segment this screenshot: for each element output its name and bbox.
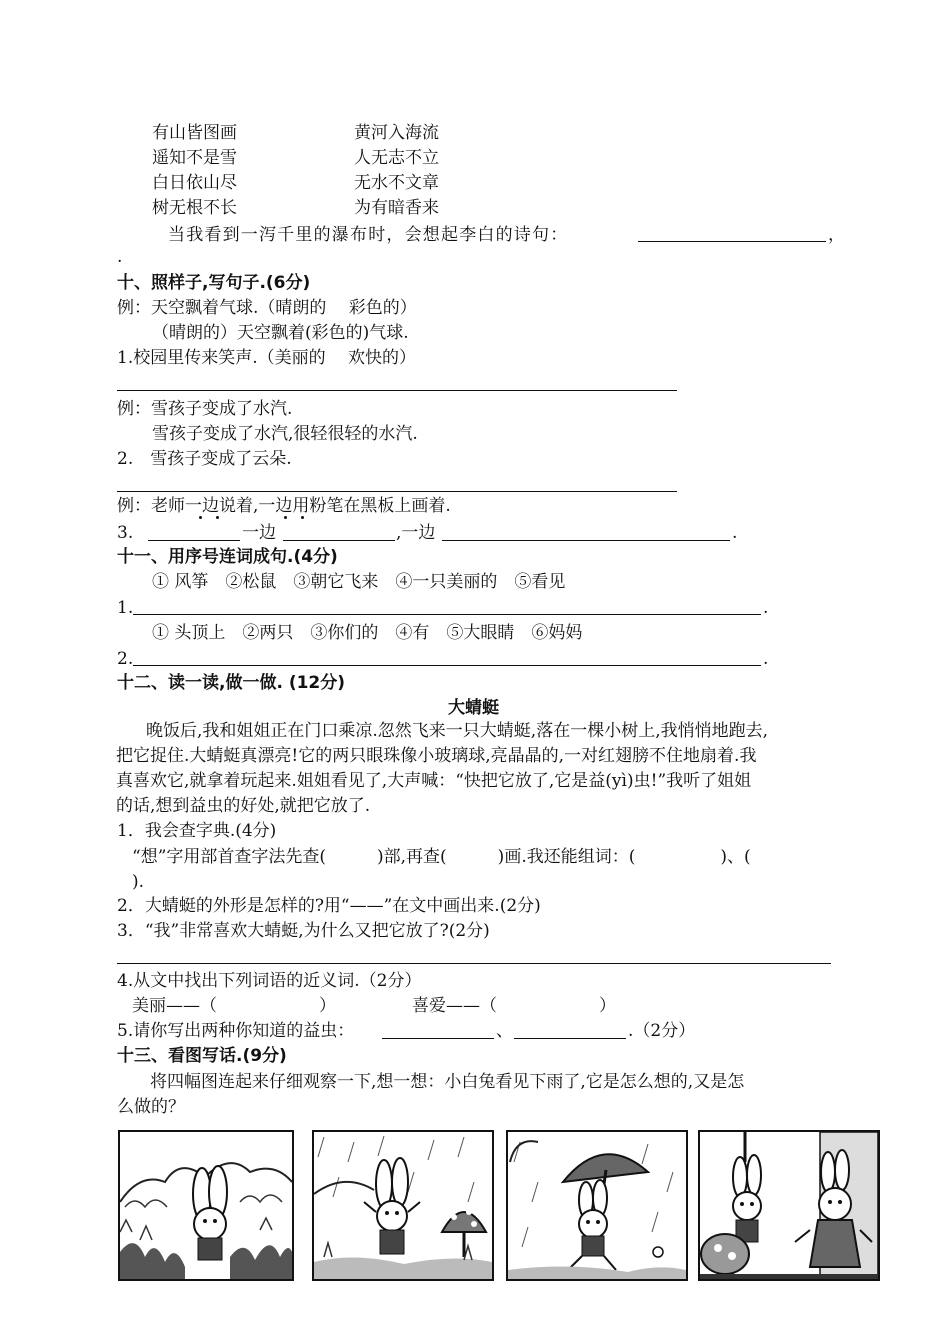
s10-question-3-number: 3. [117,523,134,543]
waterfall-comma: ， [828,225,845,245]
s12-q5-blank-1[interactable] [382,1038,494,1039]
rabbit-with-mushroom-umbrella-illustration [508,1132,686,1279]
poem-right-2: 人无志不立 [354,148,439,168]
waterfall-period: . [117,247,123,267]
waterfall-prompt: 当我看到一泻千里的瀑布时，会想起李白的诗句： [168,225,569,245]
s12-q1-text: “想”字用部首查字法先查( )部,再查( )画.我还能组词：( )、( [132,847,751,867]
emphasis-dot [284,516,287,519]
emphasis-dot [199,516,202,519]
poem-left-1: 有山皆图画 [152,123,237,143]
s10-q1-answer-line[interactable] [117,390,677,391]
poem-right-3: 无水不文章 [354,173,439,193]
s10-q3-blank-1[interactable] [148,540,240,541]
poem-right-1: 黄河入海流 [354,123,439,143]
s10-q2-answer-line[interactable] [117,491,677,492]
picture-panel-1 [118,1130,294,1281]
s12-q4-b: 喜爱——（ ） [412,996,616,1016]
s12-q5-sep: 、 [496,1021,513,1041]
s12-q3-answer-line[interactable] [117,963,831,964]
s11-q2-number: 2. [117,649,134,669]
poem-left-3: 白日依山尽 [152,173,237,193]
s10-question-1: 1.校园里传来笑声.（美丽的 欢快的） [117,348,417,368]
s10-example-3: 例：老师一边说着,一边用粉笔在黑板上画着. [117,496,451,516]
section-13-title: 十三、看图写话.(9分) [117,1046,287,1066]
s12-question-1: 1．我会查字典.(4分) [117,821,277,841]
s11-q2-answer-line[interactable] [133,665,761,666]
picture-panel-2 [312,1130,494,1281]
rabbit-in-grass-illustration [120,1132,292,1279]
s11-q1-number: 1. [117,598,134,618]
passage-line-4: 的话,想到益虫的好处,就把它放了. [116,796,371,816]
s12-q5-blank-2[interactable] [514,1038,626,1039]
passage-line-3: 真喜欢它,就拿着玩起来.姐姐看见了,大声喊：“快把它放了,它是益(yì)虫!”我听了姐姐 [116,771,752,791]
s10-q3-comma: ,一边 [396,523,436,543]
poem-left-2: 遥知不是雪 [152,148,237,168]
emphasis-dot [216,516,219,519]
s13-prompt-line-2: 么做的？ [117,1097,185,1117]
emphasis-dot [301,516,304,519]
poem-right-4: 为有暗香来 [354,198,439,218]
s12-q1-end: ). [132,872,145,892]
s10-q3-mid: 一边 [242,523,276,543]
s10-example-1: 例：天空飘着气球.（晴朗的 彩色的） [117,298,417,318]
s12-question-4: 4.从文中找出下列词语的近义词.（2分） [117,971,422,991]
rabbit-in-rain-illustration [314,1132,492,1279]
rabbits-give-mushroom-illustration [700,1132,878,1279]
section-11-title: 十一、用序号连词成句.(4分) [117,547,338,567]
passage-line-1: 晚饭后,我和姐姐正在门口乘凉.忽然飞来一只大蜻蜓,落在一棵小树上,我悄悄地跑去, [146,721,769,741]
picture-panel-4 [698,1130,880,1281]
s11-q1-answer-line[interactable] [133,614,761,615]
s10-q3-blank-3[interactable] [442,540,730,541]
s13-prompt-line-1: 将四幅图连起来仔细观察一下,想一想：小白兔看见下雨了,它是怎么想的,又是怎 [150,1072,745,1092]
s12-q4-a: 美丽——（ ） [132,996,336,1016]
picture-panel-3 [506,1130,688,1281]
s11-q1-end: . [763,598,769,618]
s10-example-1-answer: （晴朗的）天空飘着(彩色的)气球. [152,323,409,343]
s12-question-3: 3．“我”非常喜欢大蜻蜓,为什么又把它放了?(2分) [117,921,490,941]
s12-question-5: 5.请你写出两种你知道的益虫： [117,1021,355,1041]
s10-question-2: 2. 雪孩子变成了云朵. [117,449,292,469]
s11-q2-end: . [763,649,769,669]
s10-q3-blank-2[interactable] [283,540,395,541]
s11-words-2: ① 头顶上 ②两只 ③你们的 ④有 ⑤大眼睛 ⑥妈妈 [152,623,583,643]
passage-line-2: 把它捉住.大蜻蜓真漂亮!它的两只眼珠像小玻璃球,亮晶晶的,一对红翅膀不住地扇着.我 [116,746,757,766]
s12-question-2: 2．大蜻蜓的外形是怎样的?用“——”在文中画出来.(2分) [117,896,541,916]
s10-example-2: 例：雪孩子变成了水汽. [117,399,293,419]
s10-example-2-answer: 雪孩子变成了水汽,很轻很轻的水汽. [152,424,418,444]
s12-q5-end: .（2分） [628,1021,696,1041]
section-12-title: 十二、读一读,做一做. (12分) [117,673,346,693]
poem-left-4: 树无根不长 [152,198,237,218]
section-10-title: 十、照样子,写句子.(6分) [117,273,311,293]
s10-q3-end: . [732,523,738,543]
waterfall-answer-line[interactable] [638,241,826,242]
passage-title: 大蜻蜓 [448,698,499,718]
s11-words-1: ① 风筝 ②松鼠 ③朝它飞来 ④一只美丽的 ⑤看见 [152,572,566,592]
